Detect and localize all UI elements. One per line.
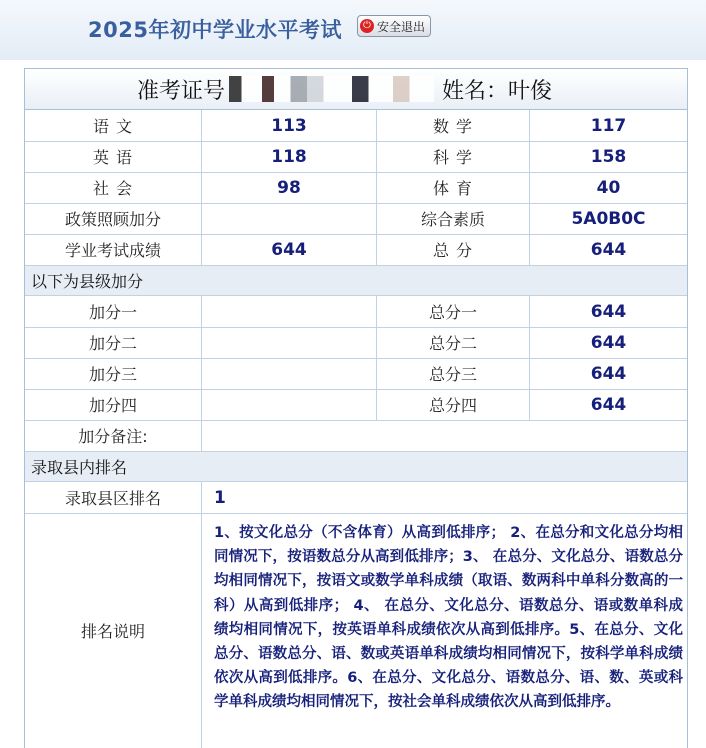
rank-explain-text: 1、按文化总分（不含体育）从高到低排序； 2、在总分和文化总分均相同情况下，按语数总分从高到低排序；3、 在总分、文化总分、语数总分均相同情况下，按语文或数学单科成绩（取语、数两科中单科分数高的一科）从高到低排序； 4、 在总分、文化总分、语数总分、语或数单科成绩均相同情况下，按英语单科成绩依次从高到低排序。5、在总分、文化总分、语数总分、语、数或英语单科成绩均相同情况下，按科学单科成绩依次从高到低排序。6、在总分、文化总分、语数总分、语、数、英或科学单科成绩均相同情况下，按社会单科成绩依次从高到低排序。 [214, 525, 683, 711]
policy-bonus-label: 政策照顾加分 [25, 203, 202, 234]
subject-score: 158 [590, 146, 627, 167]
rank-explain-row [25, 513, 687, 748]
subject-label: 英 语 [25, 141, 202, 172]
subject-label: 社 会 [25, 172, 202, 203]
total-score-label: 总 分 [377, 234, 530, 265]
bonus-row [25, 327, 687, 359]
bonus-note-value [202, 420, 687, 451]
bonus-label: 加分四 [25, 389, 202, 420]
bonus-total-value: 644 [590, 394, 627, 415]
subject-score: 98 [202, 172, 377, 203]
bonus-label: 加分二 [25, 327, 202, 358]
ticket-label: 准考证号 [137, 78, 226, 104]
rank-explain-label: 排名说明 [25, 513, 202, 748]
bonus-row [25, 358, 687, 390]
bonus-note-label: 加分备注: [25, 420, 202, 451]
bonus-value [202, 296, 377, 327]
exam-score-label: 学业考试成绩 [25, 234, 202, 265]
bonus-row [25, 296, 687, 328]
county-bonus-section-title: 以下为县级加分 [25, 266, 687, 296]
subject-label: 科 学 [377, 141, 530, 172]
redacted-ticket-number [229, 76, 434, 102]
policy-bonus-value [202, 203, 377, 234]
score-row [25, 234, 687, 266]
bonus-total-value: 644 [590, 301, 627, 322]
subject-score: 40 [596, 177, 621, 198]
name-value: 叶俊 [508, 78, 553, 104]
bonus-total-label: 总分二 [377, 327, 530, 358]
bonus-total-label: 总分四 [377, 389, 530, 420]
bonus-total-value: 644 [590, 363, 627, 384]
bonus-value [202, 358, 377, 389]
subject-label: 语 文 [25, 110, 202, 141]
bonus-row [25, 389, 687, 421]
subject-score: 118 [202, 141, 377, 172]
subject-score: 117 [590, 115, 627, 136]
score-row [25, 203, 687, 235]
bonus-total-label: 总分三 [377, 358, 530, 389]
exam-score-value: 644 [202, 234, 377, 265]
power-icon: ⏻ [360, 19, 374, 33]
logout-button[interactable] [357, 15, 431, 37]
bonus-label: 加分三 [25, 358, 202, 389]
score-row [25, 172, 687, 204]
subject-label: 体 育 [377, 172, 530, 203]
bonus-label: 加分一 [25, 296, 202, 327]
name-label: 姓名： [442, 78, 509, 104]
bonus-value [202, 327, 377, 358]
top-bar [0, 0, 706, 60]
rank-label: 录取县区排名 [25, 482, 202, 513]
total-score-value: 644 [590, 239, 627, 260]
bonus-value [202, 389, 377, 420]
subject-score: 113 [202, 110, 377, 141]
score-table [24, 68, 688, 748]
bonus-total-value: 644 [590, 332, 627, 353]
page-title: 2025年初中学业水平考试 [88, 18, 342, 42]
subject-label: 数 学 [377, 110, 530, 141]
candidate-header [25, 69, 687, 110]
overall-quality-label: 综合素质 [377, 203, 530, 234]
ranking-section-title: 录取县内排名 [25, 452, 687, 482]
logout-label: 安全退出 [377, 19, 426, 34]
bonus-note-row [25, 420, 687, 452]
score-row [25, 141, 687, 173]
overall-quality-value: 5A0B0C [571, 208, 646, 229]
bonus-total-label: 总分一 [377, 296, 530, 327]
rank-value: 1 [214, 487, 226, 508]
rank-row [25, 482, 687, 514]
score-row [25, 110, 687, 142]
